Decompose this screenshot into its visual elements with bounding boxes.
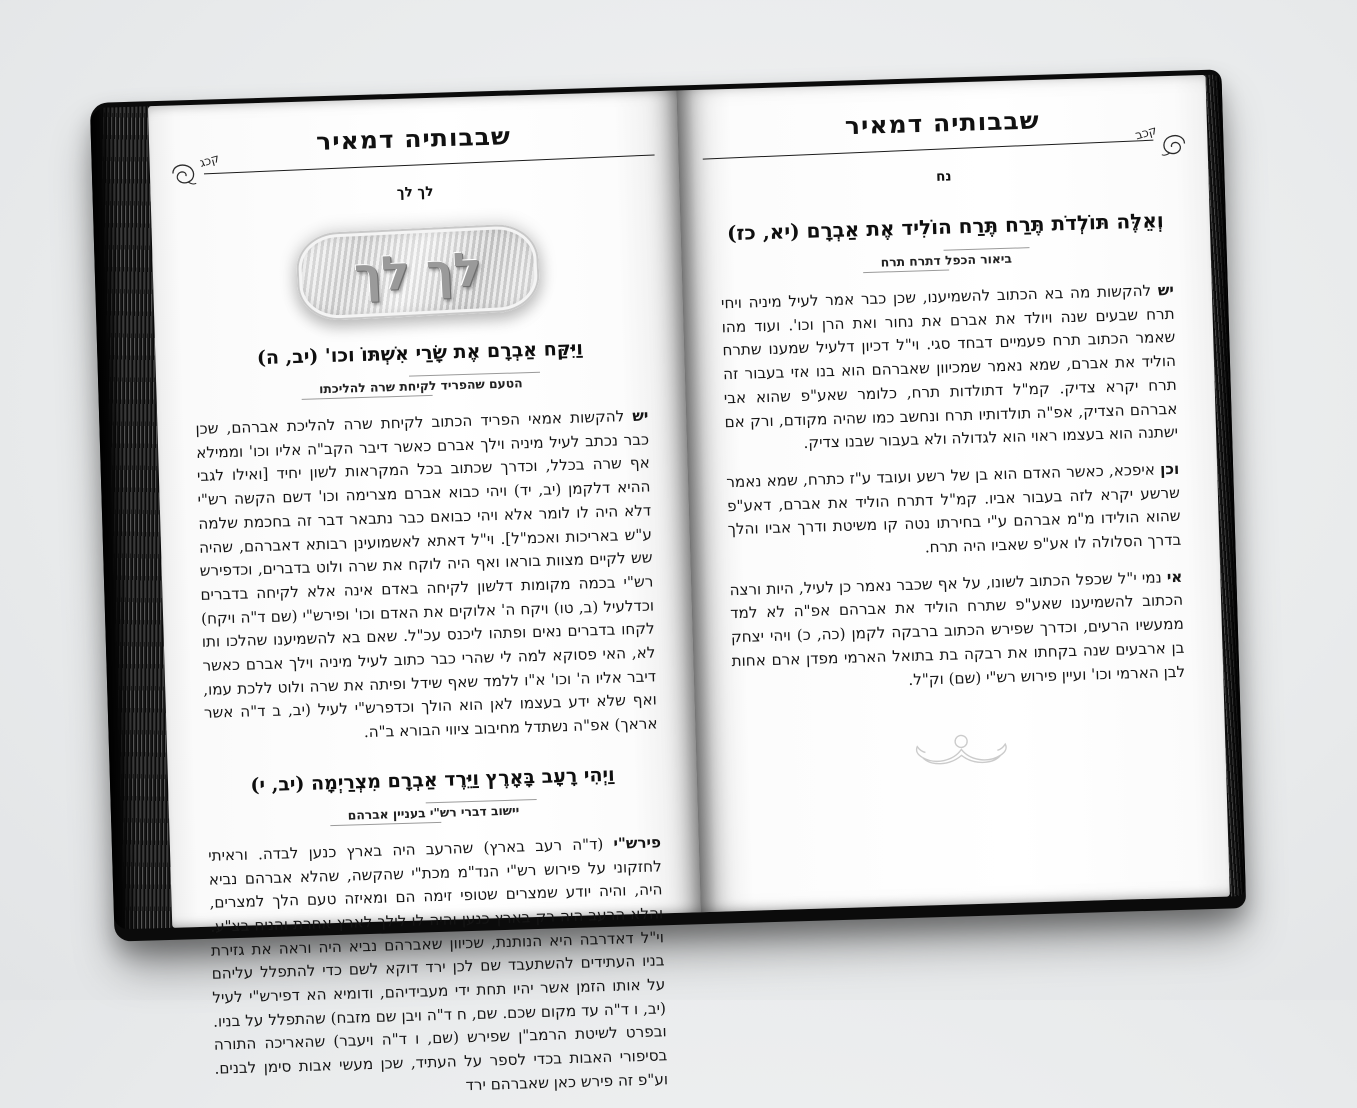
- book-title: שבבותיה דמאיר: [315, 122, 512, 156]
- parsha-plaque: [295, 223, 541, 322]
- plaque-text: לך לך: [352, 241, 483, 303]
- pages: [148, 75, 1230, 1095]
- commentary-paragraph: [726, 458, 1182, 566]
- subtitle-row: [720, 243, 1173, 277]
- paragraph-text: איפכא, כאשר האדם הוא בן של רשע ועובד ע"ז כתרח, שמא נאמר שרשע יקרא לזה בעבור אביו. קמ"ל דתרח הוליד את אברם, דאע"פ שהוא הולידו מ"מ אברהם ע"י בחירתו נטה קו משיטת ודרך אביו והלך בדרך הסלולה לו אע"פ שאביו היה תרח.: [726, 460, 1182, 557]
- paragraph-text: (ד"ה רעב בארץ) שהרעב היה בארץ כנען לבדה. וראיתי לחזקוני על פירוש רש"י הנד"מ מכת"י שהקשה, שהלא אברהם נביא היה, והיה יודע שמצרים שטופי זימה הם ומאיזה טעם הלך למצרים, והלא הרעב היה רק בארץ כנען והיה לו לילך לארץ אחרת והניח בצ"ע. וי"ל דאדרבה היא הנותנת, שכיוון שאברהם נביא היה וראה את גזירת בניו העתידים להשתעבד שם לכן ירד דוקא לשם כדי להתפלל עליהם על אותו הזמן אשר יהיו תחת ידי מעבידיהם, ודומיא הא דפירש"י לעיל (יב, ו ד"ה עד מקום שכם. שם, ח ד"ה ויבן שם מזבח) שהתפלל על בניו. ובפרט לשיטת הרמב"ן שפירש (שם, ו ד"ה ויעבר) שהאריכה התורה בסיפורי האבות בכדי לספר על העתיד, שכן מעשי אבות סימן לבנים. וע"פ זה פירש כאן שאברהם ירד: [207, 834, 669, 1095]
- subtitle-row: [194, 369, 647, 403]
- parsha-label: לך לך: [396, 183, 434, 201]
- paragraph-text: להקשות מה בא הכתוב להשמיענו, שכן כבר אמר לעיל מיניה ויחי תרח שבעים שנה ויולד את אברם את נחור ואת הרן וכו'. ועוד מהו שאמר הכתוב תרח פעמיים דבחד סגי. וי"ל דכיון דלעיל שמענו שתרח הוליד את אברם, שמא נאמר שמכיוון שאברהם הוא בנו אזי בעבור זה תרח יקרא צדיק. קמ"ל דתולדות תרח, כלומר שאע"פ שהוא אבי אברהם הצדיק, אפ"ה תולדותיו תרח ונחשב כמו שהיה מקודם, ורק אם ישתנה הוא בעצמו ראוי הוא לגדולה ולא בעבור שבנו צדיק.: [720, 281, 1179, 453]
- commentary-paragraph: [195, 405, 658, 750]
- section-subtitle: ביאור הכפל דתרח תרח: [876, 248, 1016, 273]
- paragraph-lead: יש: [1157, 280, 1175, 300]
- commentary-paragraph: [721, 279, 1179, 458]
- wing-flourish-ornament-icon: [908, 729, 1013, 776]
- book-title: שבבותיה דמאיר: [844, 106, 1041, 140]
- left-page-header: [187, 118, 642, 207]
- right-page: [677, 75, 1230, 912]
- right-page-header: [715, 102, 1170, 191]
- paragraph-text: נמי י"ל שכפל הכתוב לשונו, על אף שכבר נאמר כן לעיל, היות ורצה הכתוב להשמיענו שאע"פ שתרח הוליד את אברהם אפ"ה לא למד ממעשיו הרעים, וכדרך שפירש הכתוב ברבקה לקמן (כה, כ) ויהי יצחק בן ארבעים שנה בקחתו את רבקה בת בתואל הארמי מפדן ארם אחות לבן הארמי וכו' ועיין פירוש רש"י (שם) וק"ל.: [729, 568, 1186, 689]
- page-number: קכג: [198, 151, 221, 170]
- subtitle-row: [207, 795, 660, 829]
- commentary-paragraph: [208, 831, 669, 1105]
- pasuk-heading: וַיִּקַּח אַבְרָם אֶת שָׂרַי אִשְׁתּוֹ וכו' (יב, ה): [256, 337, 584, 370]
- left-page: [148, 91, 701, 1095]
- curl-ornament-icon: [170, 161, 205, 188]
- header-rule-line: [204, 154, 655, 174]
- paragraph-lead: וכן: [1159, 459, 1180, 479]
- commentary-paragraph: [729, 566, 1185, 698]
- section-subtitle: יישוב דברי רש"י בעניין אברהם: [343, 799, 523, 825]
- page-number: קכב: [1133, 122, 1159, 143]
- pasuk-heading: וַיְהִי רָעָב בָּאָרֶץ וַיֵּרֶד אַבְרָם מִצְרַיְמָה (יב, י): [250, 763, 615, 797]
- paragraph-lead: פירש"י: [613, 833, 662, 853]
- open-book: [90, 69, 1246, 1095]
- section-subtitle: הטעם שהפריד לקיחת שרה להליכתו: [315, 372, 527, 399]
- parsha-label: נח: [935, 168, 952, 185]
- header-rule-line: [703, 140, 1154, 160]
- footer-flourish: [734, 724, 1188, 785]
- paragraph-text: להקשות אמאי הפריד הכתוב לקיחת שרה להליכת אברהם, שכן כבר נכתב לעיל מיניה וילך אברם כאשר דיבר הקב"ה אליו וכו' וממילא אף שרה בכלל, וכדרך שכתוב בכל המקראות לשון יחיד [ואילו לגבי ההיא דלקמן (יב, יד) ויהי כבוא אברם מצרימה וכו' דשם הקשה רש"י דלא היה לו לומר אלא ויהי כבואם כבר נתבאר דבר זה בחכמת שלמה ע"ש באריכות ואכמ"ל]. וי"ל דאתא לאשמועינן רבותא דאברהם, שהיה שש לקיים מצוות בוראו ואף היה לוקח את שרה ולוט בדברים, וכדפירש רש"י בכמה מקומות דלשון לקיחה באדם אינה אלא לקיחה בדברים וכדלעיל (ב, טו) ויקח ה' אלוקים את האדם וכו' ופירש"י (שם ד"ה ויקח) לקחו בדברים נאים ופתהו ליכנס עכ"ל. שאם בא להשמיענו שהלכו ותו לא, האי פסוקא למה לי שהרי כבר כתוב לעיל מיניה וילך אברם כאשר דיבר אליו ה' וכו' א"ו ללמד שאף שידל ופיתה את שרה ולוט ללכת עמו, ואף שלא ידע בעצמו לאן הוא הולך וכדפרש"י לעיל (יב, ב ד"ה אשר אראך) אפ"ה נשתדל מחיבוב ציווי הבורא ב"ה.: [195, 407, 658, 742]
- paragraph-lead: אי: [1166, 567, 1183, 586]
- paragraph-lead: יש: [632, 406, 649, 426]
- pasuk-heading: וְאֵלֶּה תּוֹלְדֹת תֶּרַח תֶּרַח הוֹלִיד אֶת אַבְרָם (יא, כז): [726, 208, 1165, 246]
